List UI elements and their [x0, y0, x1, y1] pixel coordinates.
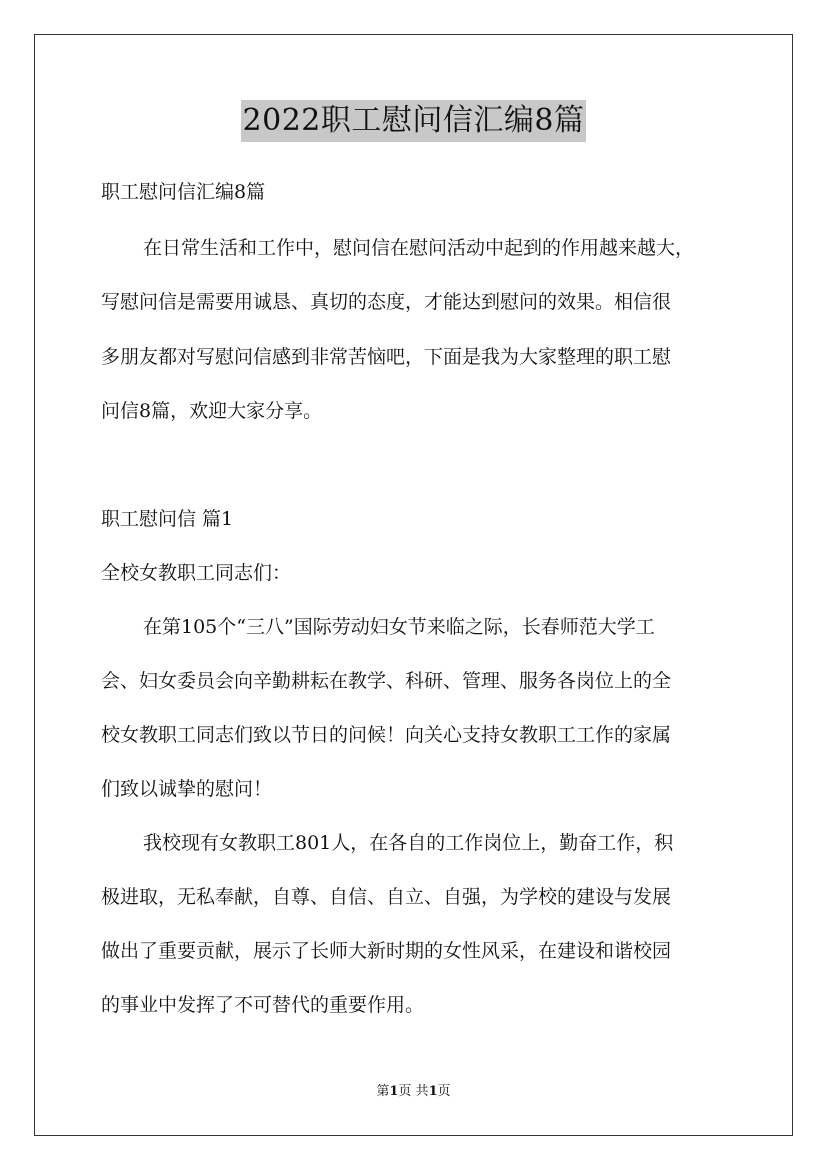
- intro-line-2: 写慰问信是需要用诚恳、真切的态度，才能达到慰问的效果。相信很: [101, 291, 672, 313]
- intro-line-3: 多朋友都对写慰问信感到非常苦恼吧，下面是我为大家整理的职工慰: [101, 346, 672, 368]
- document-subtitle: 职工慰问信汇编8篇: [101, 181, 266, 203]
- footer-prefix: 第: [376, 1084, 390, 1099]
- footer-suffix: 页: [437, 1084, 451, 1099]
- page-footer: [0, 1084, 827, 1100]
- footer-total-pages: 1: [428, 1084, 438, 1099]
- salutation: 全校女教职工同志们：: [101, 562, 292, 584]
- intro-line-4: 问信8篇，欢迎大家分享。: [101, 400, 323, 422]
- paragraph2-line-3: 做出了重要贡献，展示了长师大新时期的女性风采，在建设和谐校园: [101, 940, 672, 962]
- paragraph1-line-4: 们致以诚挚的慰问！: [101, 778, 273, 800]
- title-wrap: [0, 100, 827, 142]
- footer-mid: 页 共: [398, 1084, 429, 1099]
- paragraph2-line-4: 的事业中发挥了不可替代的重要作用。: [101, 994, 425, 1016]
- intro-line-1: 在日常生活和工作中，慰问信在慰问活动中起到的作用越来越大，: [143, 237, 695, 259]
- document-title: 2022职工慰问信汇编8篇: [241, 100, 587, 142]
- paragraph2-line-2: 极进取，无私奉献，自尊、自信、自立、自强，为学校的建设与发展: [101, 886, 672, 908]
- paragraph1-line-2: 会、妇女委员会向辛勤耕耘在教学、科研、管理、服务各岗位上的全: [101, 670, 672, 692]
- paragraph1-line-3: 校女教职工同志们致以节日的问候！向关心支持女教职工工作的家属: [101, 724, 672, 746]
- footer-current-page: 1: [389, 1084, 399, 1099]
- paragraph1-line-1: 在第105个“三八”国际劳动妇女节来临之际，长春师范大学工: [143, 616, 655, 638]
- paragraph2-line-1: 我校现有女教职工801人，在各自的工作岗位上，勤奋工作，积: [143, 832, 674, 854]
- section-heading: 职工慰问信 篇1: [101, 508, 234, 530]
